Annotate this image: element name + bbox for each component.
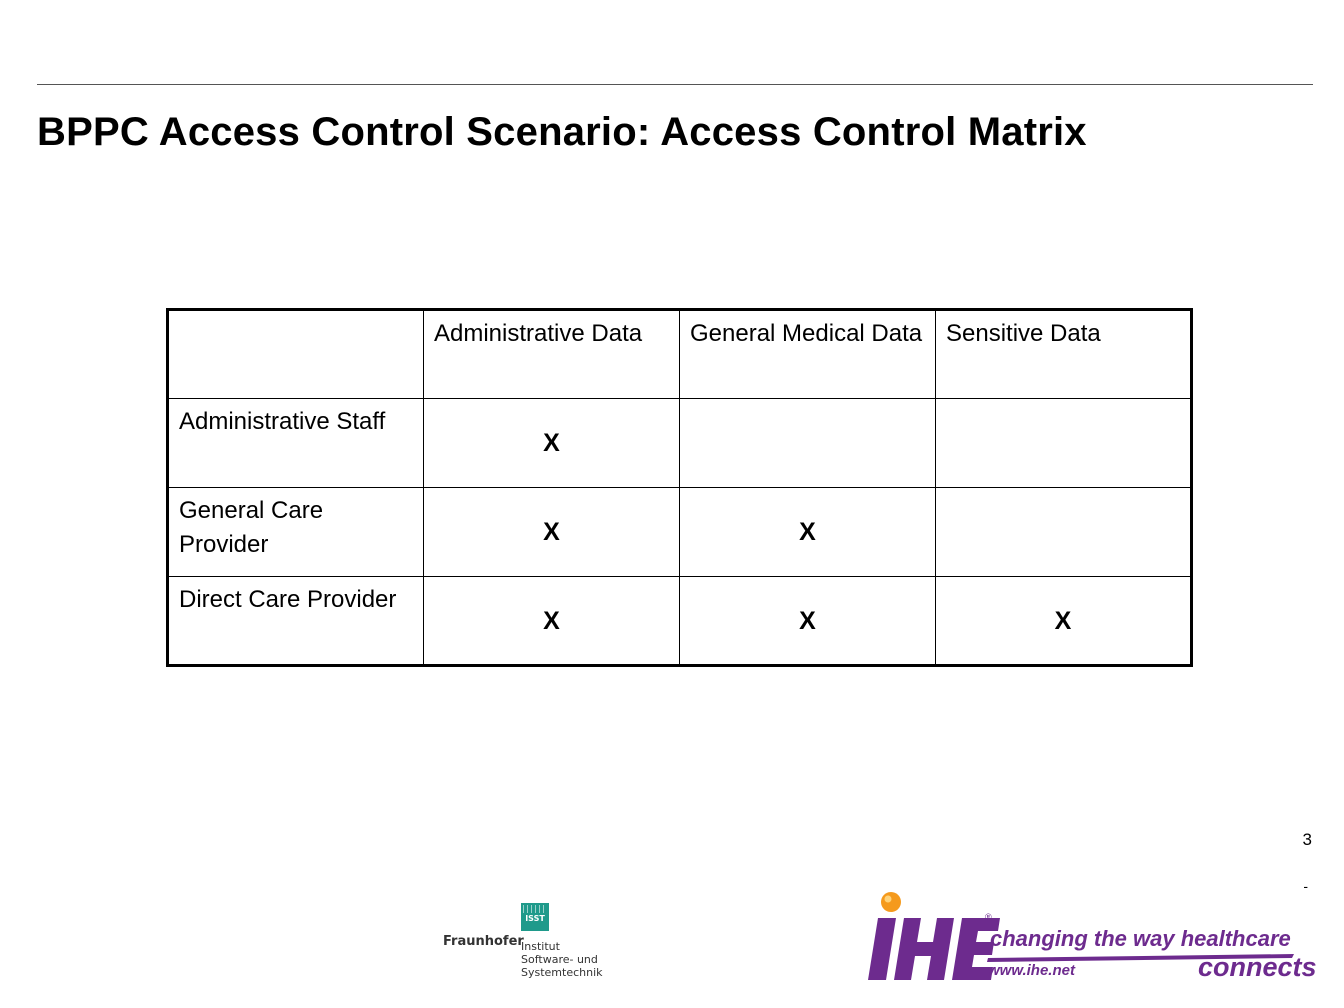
isst-badge-label: ISST bbox=[525, 914, 545, 923]
row-header-administrative-staff: Administrative Staff bbox=[168, 399, 424, 488]
column-header-general-medical-data: General Medical Data bbox=[680, 310, 936, 399]
institute-line: Institut bbox=[521, 940, 560, 953]
ihe-tagline: changing the way healthcare bbox=[990, 926, 1291, 951]
matrix-row-direct-care-provider bbox=[168, 577, 1192, 666]
ihe-letter-i bbox=[868, 918, 896, 980]
matrix-header-row bbox=[168, 310, 1192, 399]
access-mark: X bbox=[424, 577, 680, 666]
ihe-logo bbox=[864, 888, 1317, 1000]
page-number: 3 bbox=[1302, 830, 1312, 849]
fraunhofer-logo bbox=[443, 900, 613, 990]
access-mark: X bbox=[680, 577, 936, 666]
ihe-url: www.ihe.net bbox=[988, 962, 1075, 979]
ihe-letter-h bbox=[894, 918, 954, 980]
column-header-administrative-data: Administrative Data bbox=[424, 310, 680, 399]
row-header-general-care-provider: General Care Provider bbox=[168, 488, 424, 577]
access-mark bbox=[936, 399, 1192, 488]
fraunhofer-wordmark: Fraunhofer bbox=[443, 934, 524, 949]
institute-line: Software- und bbox=[521, 953, 598, 966]
page-dash: - bbox=[1303, 878, 1308, 894]
access-control-matrix bbox=[166, 308, 1193, 667]
access-mark: X bbox=[680, 488, 936, 577]
institute-name bbox=[521, 940, 603, 979]
access-mark bbox=[680, 399, 936, 488]
access-mark: X bbox=[936, 577, 1192, 666]
isst-badge-grid bbox=[523, 905, 547, 913]
access-mark bbox=[936, 488, 1192, 577]
ihe-dot-highlight bbox=[885, 896, 892, 903]
slide-title: BPPC Access Control Scenario: Access Control Matrix bbox=[37, 110, 1087, 154]
institute-line: Systemtechnik bbox=[521, 966, 603, 979]
matrix-row-general-care-provider bbox=[168, 488, 1192, 577]
matrix-corner-cell bbox=[168, 310, 424, 399]
access-mark: X bbox=[424, 488, 680, 577]
ihe-dot-icon bbox=[881, 892, 901, 912]
row-header-direct-care-provider: Direct Care Provider bbox=[168, 577, 424, 666]
column-header-sensitive-data: Sensitive Data bbox=[936, 310, 1192, 399]
ihe-tagline-end: connects bbox=[1198, 952, 1317, 982]
title-rule bbox=[37, 84, 1313, 85]
access-mark: X bbox=[424, 399, 680, 488]
matrix-row-administrative-staff bbox=[168, 399, 1192, 488]
ihe-registered-mark: ® bbox=[985, 912, 992, 922]
